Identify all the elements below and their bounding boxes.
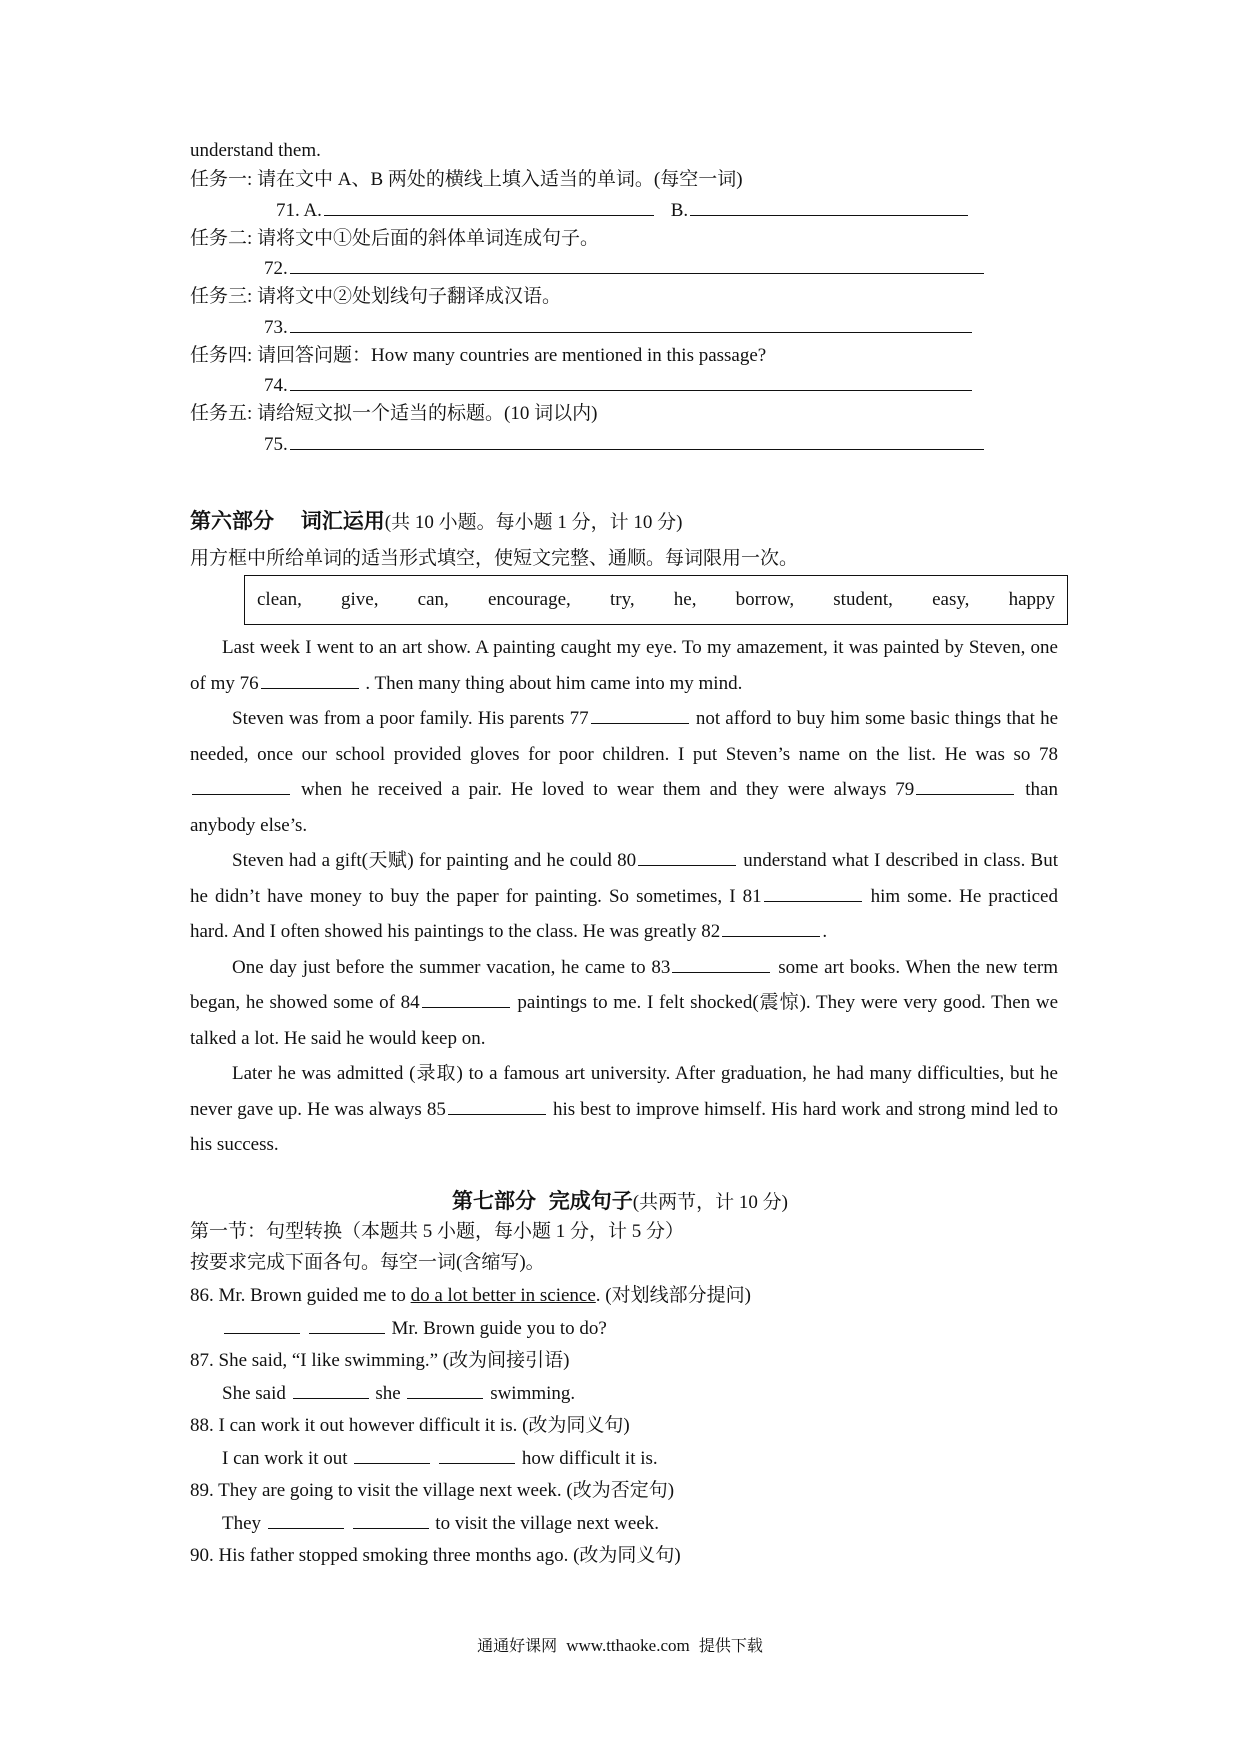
task-1: 任务一: 请在文中 A、B 两处的横线上填入适当的单词。(每空一词) [190,169,743,190]
task-5: 任务五: 请给短文拟一个适当的标题。(10 词以内) [190,403,598,424]
blank-88b[interactable] [439,1445,515,1464]
word-item: clean, [257,589,302,610]
footer-link[interactable]: www.tthaoke.com [566,1636,690,1655]
question-89: 89. They are going to visit the village next week. (改为否定句) [190,1480,675,1501]
question-88: 88. I can work it out however difficult it is. (改为同义句) [190,1415,630,1436]
blank-73[interactable] [290,314,972,333]
blank-88a[interactable] [354,1445,430,1464]
blank-87b[interactable] [407,1380,483,1399]
part7-section1: 第一节：句型转换（本题共 5 小题，每小题 1 分，计 5 分） [190,1221,685,1242]
intro-tail: understand them. [190,140,321,161]
passage-paragraph: Steven was from a poor family. His parents 77 not afford to buy him some basic things that he needed, once our school provided gloves for poor children. I put Steven’s name on the list. He was so 78 when he received a pair. He loved to wear them and they were always 79 than anybody else’s. [190,701,1058,843]
part7-heading: 第七部分 完成句子(共两节，计 10 分) [452,1189,788,1213]
question-86: 86. Mr. Brown guided me to do a lot better in science. (对划线部分提问) [190,1285,751,1306]
blank-79[interactable] [916,776,1014,795]
passage-paragraph: Steven had a gift(天赋) for painting and he could 80 understand what I described in class. But he didn’t have money to buy the paper for painting. So sometimes, I 81 him some. He practiced hard. And I often showed his paintings to the class. He was greatly 82 . [190,843,1058,950]
blank-72[interactable] [290,255,984,274]
passage-paragraph: Later he was admitted (录取) to a famous art university. After graduation, he had many difficulties, but he never gave up. He was always 85 his best to improve himself. His hard work and strong mind led to his success. [190,1063,1058,1155]
task-2: 任务二: 请将文中①处后面的斜体单词连成句子。 [190,228,600,249]
blank-84[interactable] [422,989,510,1008]
blank-74[interactable] [290,372,972,391]
blank-75[interactable] [290,431,984,450]
answer-74: 74. [264,372,974,399]
blank-86b[interactable] [309,1315,385,1334]
part6-instruction: 用方框中所给单词的适当形式填空，使短文完整、通顺。每词限用一次。 [190,548,799,569]
blank-76[interactable] [261,670,359,689]
blank-71a[interactable] [324,197,654,216]
answer-88: I can work it out how difficult it is. [222,1445,658,1472]
word-box [244,575,1068,625]
answer-75: 75. [264,431,986,458]
word-item: happy [1008,589,1055,610]
blank-80[interactable] [638,847,736,866]
question-90: 90. His father stopped smoking three months ago. (改为同义句) [190,1545,681,1566]
word-item: encourage, [487,589,571,610]
blank-71b[interactable] [690,197,968,216]
blank-83[interactable] [672,954,770,973]
blank-82[interactable] [722,918,820,937]
task-4: 任务四: 请回答问题：How many countries are mentioned in this passage? [190,345,767,366]
word-item: easy, [932,589,970,610]
blank-89b[interactable] [353,1510,429,1529]
blank-89a[interactable] [268,1510,344,1529]
passage-paragraph: Last week I went to an art show. A painting caught my eye. To my amazement, it was painted by Steven, one of my 76 . Then many thing about him came into my mind. [190,637,1058,694]
blank-85[interactable] [448,1096,546,1115]
word-item: borrow, [735,589,795,610]
footer: 通通好课网 www.tthaoke.com 提供下载 [477,1636,763,1655]
answer-87: She said she swimming. [222,1380,575,1407]
word-item: try, [609,589,635,610]
blank-81[interactable] [764,883,862,902]
answer-89: They to visit the village next week. [222,1510,659,1537]
part7-instruction: 按要求完成下面各句。每空一词(含缩写)。 [190,1252,545,1273]
answer-71: 71. A. B. [276,197,970,224]
question-87: 87. She said, “I like swimming.” (改为间接引语) [190,1350,570,1371]
answer-72: 72. [264,255,986,282]
part6-heading: 第六部分 词汇运用(共 10 小题。每小题 1 分，计 10 分) [190,509,683,533]
word-item: give, [341,589,379,610]
answer-86: Mr. Brown guide you to do? [222,1315,607,1342]
blank-86a[interactable] [224,1315,300,1334]
word-item: student, [833,589,893,610]
blank-87a[interactable] [293,1380,369,1399]
passage-paragraph: One day just before the summer vacation, he came to 83 some art books. When the new term began, he showed some of 84 paintings to me. I felt shocked(震惊). They were very good. Then we talked a lot. He said he would keep on. [190,950,1058,1057]
word-item: can, [417,589,449,610]
task-3: 任务三: 请将文中②处划线句子翻译成汉语。 [190,286,562,307]
passage [190,630,1058,1163]
word-item: he, [673,589,697,610]
blank-77[interactable] [591,705,689,724]
blank-78[interactable] [192,776,290,795]
answer-73: 73. [264,314,974,341]
